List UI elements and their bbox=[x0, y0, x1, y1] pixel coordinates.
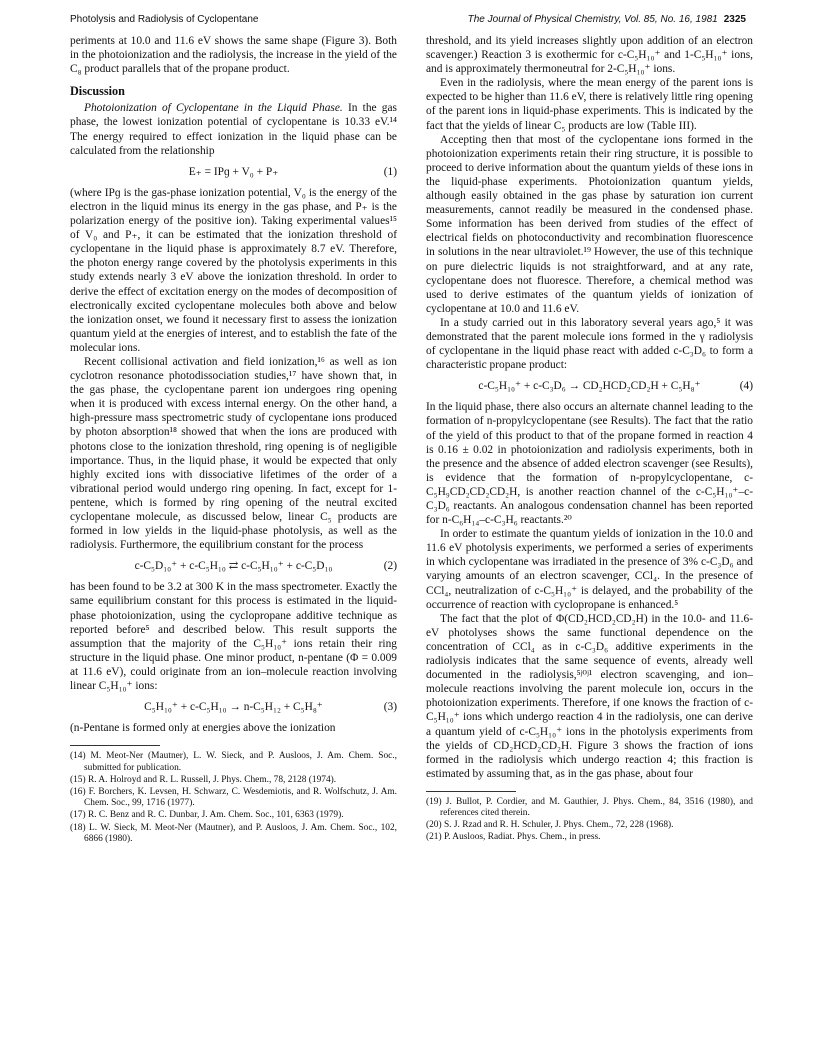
page-number: 2325 bbox=[723, 14, 746, 25]
paragraph: threshold, and its yield increases slightly upon addition of an electron scavenger.) Reaction 3 is exothermic for c-C₅H₁₀⁺ and 1-C₅H₁₀⁺ ions, and is approximately thermoneutral for 2-C₅H₁₀⁺ ions. bbox=[426, 35, 753, 76]
equation-number: (3) bbox=[383, 701, 397, 714]
footnote: (16) F. Borchers, K. Levsen, H. Schwarz, C. Wesdemiotis, and R. Wolfschutz, J. Am. Chem. Soc., 99, 1716 (1977). bbox=[70, 786, 397, 809]
paragraph: periments at 10.0 and 11.6 eV shows the same shape (Figure 3). Both in the photoionization and the radiolysis, the increase in the yield of the C₈ product parallels that of the propane product. bbox=[70, 35, 397, 76]
equation-body: E₊ = IPɡ + V₀ + P₊ bbox=[188, 165, 279, 178]
paragraph: (where IPɡ is the gas-phase ionization potential, V₀ is the energy of the electron in the liquid minus its energy in the gas phase, and P₊ is the polarization energy of the positive ion). Taking experimental values¹⁵ of V₀ and P₊, it can be estimated that the ionization threshold of cyclopentane in the liquid phase is approximately 8.7 eV. Therefore, the photon energy range covered by the photolysis experiments in this study extends nearly 3 eV above the ionization threshold. In order to derive the effect of excitation energy on the modes of decomposition of electronically excited cyclopentane molecules both above and below the ionization onset, we found it necessary first to assess the ionization quantum yield at the energies of interest, and to establish the fate of the molecular ions. bbox=[70, 186, 397, 354]
running-header bbox=[70, 14, 746, 30]
paragraph: The fact that the plot of Φ(CD₂HCD₂CD₂H) in the 10.0- and 11.6-eV photolyses shows the same functional dependence on the concentration of CCl₄ as in c-C₃D₆ additive experiments in the radiolysis indicates that the same sequence of events, already well documented in the radiolysis,⁵ʲ⁰ʲ¹ electron scavenging, and ion–molecule reactions involving the parent molecule ion, occurs in the photoionization experiments. Therefore, if one knows the fraction of c-C₅H₁₀⁺ ions which undergo reaction 4 in the radiolysis, one can derive a quantum yield of c-C₅H₁₀⁺ ions in the photolysis experiments from the yields of CD₂HCD₂CD₂H. Figure 3 shows the fraction of ions formed in the radiolysis which undergo reaction 4; this fraction is estimated by assuming that, as in the gas phase, about four bbox=[426, 612, 753, 780]
equation-4 bbox=[426, 379, 753, 393]
equation-body: c-C₅D₁₀⁺ + c-C₅H₁₀ ⇄ c-C₅H₁₀⁺ + c-C₅D₁₀ bbox=[134, 560, 333, 573]
paragraph: Even in the radiolysis, where the mean energy of the parent ions is expected to be higher than 11.6 eV, there is relatively little ring opening of the parent ions in liquid-phase experiments. This is indicated by the fact that the yields of linear C₅ products are low (Table III). bbox=[426, 77, 753, 132]
footnotes bbox=[70, 751, 397, 845]
paragraph bbox=[70, 101, 397, 157]
equation-2 bbox=[70, 559, 397, 573]
paragraph: has been found to be 3.2 at 300 K in the mass spectrometer. Exactly the same equilibrium constant for this process is estimated in the liquid-phase photoionization, using the cyclopropane additive technique as reported before⁵ and described below. This result supports the assumption that the majority of the C₅H₁₀⁺ ions retain their ring structure in the liquid phase. One minor product, n-pentane (Φ = 0.009 at 11.6 eV), could originate from an ion–molecule reaction involving linear C₅H₁₀⁺ ions: bbox=[70, 581, 397, 693]
equation-body: c-C₅H₁₀⁺ + c-C₃D₆ → CD₂HCD₂CD₂H + C₅H₈⁺ bbox=[478, 380, 701, 393]
paragraph: In order to estimate the quantum yields of ionization in the 10.0 and 11.6 eV photolysis experiments, we performed a series of experiments in which cyclopentane was irradiated in the presence of 3% c-C₃D₆ and varying amounts of an electron scavenger, CCl₄. In the presence of CCl₄, neutralization of c-C₅H₁₀⁺ is delayed, and the probability of the occurrence of reaction with cyclopropane is enhanced.⁵ bbox=[426, 528, 753, 611]
footnote-rule bbox=[70, 745, 160, 746]
footnote: (20) S. J. Rzad and R. H. Schuler, J. Phys. Chem., 72, 228 (1968). bbox=[426, 820, 674, 831]
paragraph: In a study carried out in this laboratory several years ago,⁵ it was demonstrated that the parent molecule ions formed in the γ radiolysis of cyclopentane in the liquid phase react with added c-C₃D₆ to form a characteristic propane product: bbox=[426, 316, 753, 372]
paragraph: Accepting then that most of the cyclopentane ions formed in the photoionization experiments retain their ring structure, it is possible to proceed to derive information about the quantum yields of these ions in the liquid-phase experiments. Photoionization quantum yields, although easily obtained in the gas phase by saturation ion current measurements, cannot readily be measured in the condensed phase. Some information has been derived from studies of the effect of electrical fields on photoconductivity and recombination fluorescence in solutions in the near ultraviolet.¹⁹ However, the use of this technique on pure dielectric liquids is not straightforward, and at any rate, cyclopentane does not fluoresce. Therefore, a chemical method was used to derive estimates of the quantum yields of ionization of cyclopentane at 10.0 and 11.6 eV. bbox=[426, 133, 753, 315]
paragraph-text: In the gas phase, the lowest ionization potential of cyclopentane is 10.33 eV.¹⁴ The energy required to effect ionization in the liquid phase can be calculated from the relationship bbox=[70, 102, 397, 157]
journal-name: The Journal of Physical Chemistry, Vol. 85, No. 16, 1981 bbox=[467, 14, 718, 25]
footnotes bbox=[426, 797, 753, 844]
footnote-rule bbox=[426, 791, 516, 792]
equation-body: C₅H₁₀⁺ + c-C₅H₁₀ → n-C₅H₁₂ + C₅H₈⁺ bbox=[144, 701, 323, 714]
equation-1 bbox=[70, 165, 397, 179]
paragraph: Recent collisional activation and field ionization,¹⁶ as well as ion cyclotron resonance photodissociation studies,¹⁷ have shown that, in the gas phase, the cyclopentane parent ion undergoes ring opening when it is produced with excess internal energy. On the other hand, a high-pressure mass spectrometric study of cyclopentane ions produced by photon absorption¹⁸ showed that when the ions are produced with photons close to the ionization threshold, ring opening is of negligible importance. Thus, in the liquid phase, it would be expected that only highly excited ions with dissociative lifetimes of the order of a vibrational period would undergo ring opening. In fact, except for 1-pentene, which is formed by ring opening of the neutral excited cyclopentane molecule, as discussed below, linear C₅ products are formed in low yields in the liquid-phase photolysis, as well as the radiolysis. Furthermore, the equilibrium constant for the process bbox=[70, 355, 397, 552]
footnote: (15) R. A. Holroyd and R. L. Russell, J. Phys. Chem., 78, 2128 (1974). bbox=[70, 774, 337, 785]
footnote: (17) R. C. Benz and R. C. Dunbar, J. Am. Chem. Soc., 101, 6363 (1979). bbox=[70, 810, 344, 821]
footnote: (21) P. Ausloos, Radiat. Phys. Chem., in press. bbox=[426, 832, 601, 843]
journal-citation bbox=[468, 14, 746, 25]
equation-number: (4) bbox=[739, 380, 753, 393]
footnote: (18) L. W. Sieck, M. Meot-Ner (Mautner), and P. Ausloos, J. Am. Chem. Soc., 102, 6866 (1980). bbox=[70, 822, 397, 844]
paragraph: (n-Pentane is formed only at energies above the ionization bbox=[70, 722, 336, 735]
paragraph: In the liquid phase, there also occurs an alternate channel leading to the formation of n-propylcyclopentane (see Results). The fact that the ratio of the yield of this product to that of the propane formed in reaction 4 is 0.16 ± 0.02 in photoionization and radiolysis experiments, both in the presence and the absence of added electron scavenger (see Results), is evidence that the formation of n-propylcyclopentane, c-C₅H₉CD₂CD₂CD₂H, is another reaction channel of the c-C₅H₁₀⁺–c-C₃D₆ reactants. An analogous condensation channel has been reported for n-C₆H₁₄–c-C₃H₆ reactants.²⁰ bbox=[426, 401, 753, 527]
footnote: (19) J. Bullot, P. Cordier, and M. Gauthier, J. Phys. Chem., 84, 3516 (1980), and references cited therein. bbox=[426, 796, 753, 819]
equation-3 bbox=[70, 700, 397, 714]
right-column bbox=[426, 34, 753, 845]
running-title: Photolysis and Radiolysis of Cyclopentane bbox=[70, 14, 259, 25]
footnote: (14) M. Meot-Ner (Mautner), L. W. Sieck, and P. Ausloos, J. Am. Chem. Soc., submitted for publication. bbox=[70, 751, 397, 773]
equation-number: (1) bbox=[383, 165, 397, 178]
subsection-heading: Photoionization of Cyclopentane in the Liquid Phase. bbox=[84, 102, 343, 115]
equation-number: (2) bbox=[383, 560, 397, 573]
left-column bbox=[70, 34, 397, 846]
section-heading: Discussion bbox=[70, 84, 125, 99]
